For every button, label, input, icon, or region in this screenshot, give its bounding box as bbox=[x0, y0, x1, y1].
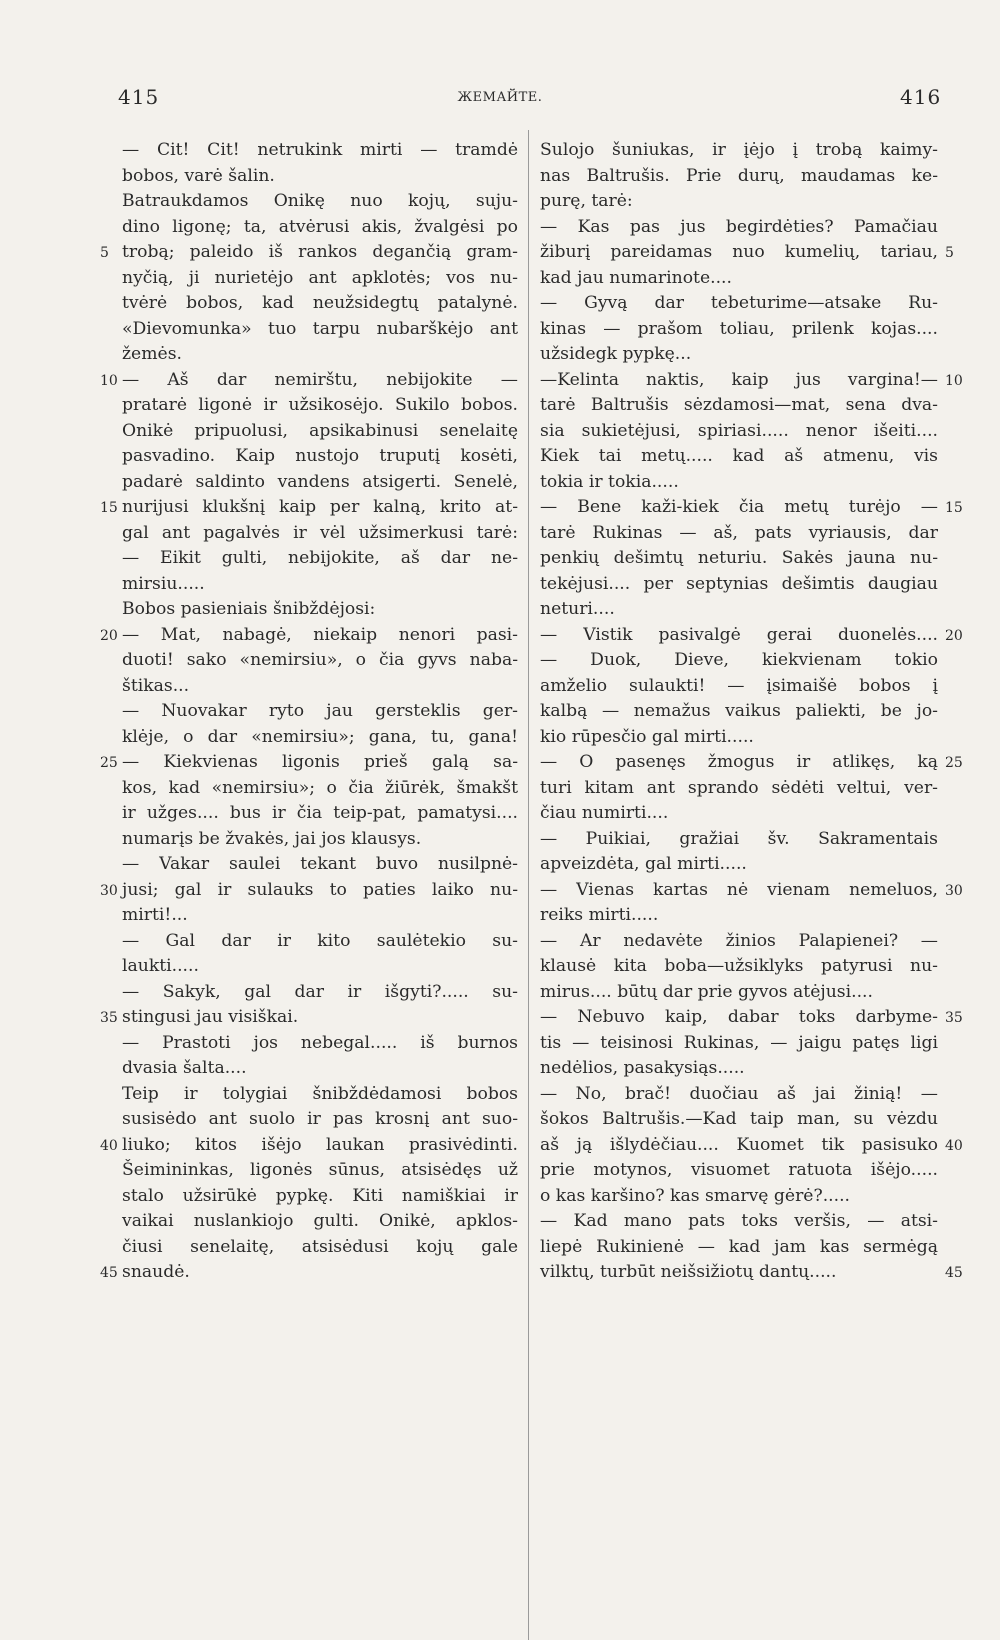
text-line: — Puikiai, gražiai šv. Sakramentais bbox=[540, 828, 938, 849]
text-line: tarė Rukinas — aš, pats vyriausis, dar bbox=[540, 522, 938, 543]
text-line: — Vakar saulei tekant buvo nusilpnė- bbox=[122, 854, 518, 874]
text-line: — Nebuvo kaip, dabar toks darbyme- bbox=[540, 1007, 938, 1027]
text-line: tvėrė bobos, kad neužsidegtų patalynė. bbox=[122, 293, 518, 313]
running-title: ЖЕМАЙТЕ. bbox=[457, 90, 543, 105]
text-line: užsidegk pypkę... bbox=[540, 344, 692, 364]
text-line: snaudė. bbox=[122, 1262, 190, 1282]
text-line: Šeimininkas, ligonės sūnus, atsisėdęs už bbox=[122, 1160, 518, 1180]
text-line: sia sukietėjusi, spiriasi..... nenor išeiti.... bbox=[540, 420, 938, 441]
text-line: padarė saldinto vandens atsigerti. Senelė, bbox=[122, 471, 518, 492]
line-number: 35 bbox=[945, 1010, 963, 1026]
text-line: penkių dešimtų neturiu. Sakės jauna nu- bbox=[540, 548, 938, 568]
line-number: 10 bbox=[100, 372, 118, 389]
text-line: nedėlios, pasakysiąs..... bbox=[540, 1058, 745, 1078]
line-number: 15 bbox=[945, 500, 963, 516]
line-number: 5 bbox=[945, 245, 954, 261]
line-number: 40 bbox=[945, 1137, 963, 1154]
text-line: — Prastoti jos nebegal..... iš burnos bbox=[122, 1032, 518, 1053]
text-line: tarė Baltrušis sėzdamosi—mat, sena dva- bbox=[540, 395, 938, 415]
text-line: kos, kad «nemirsiu»; o čia žiūrėk, šmakšt bbox=[122, 777, 518, 798]
text-line: čiusi senelaitę, atsisėdusi kojų gale bbox=[122, 1236, 518, 1257]
text-line: — Bene kaži-kiek čia metų turėjo — bbox=[540, 497, 938, 517]
text-line: mirti!... bbox=[122, 905, 188, 925]
text-line: liepė Rukinienė — kad jam kas sermėgą bbox=[540, 1236, 938, 1257]
right-column bbox=[540, 138, 938, 1286]
line-number: 25 bbox=[945, 755, 963, 771]
text-line: o kas karšino? kas smarvę gėrė?..... bbox=[540, 1185, 851, 1206]
text-line: numarįs be žvakės, jai jos klausys. bbox=[122, 828, 422, 849]
text-line: kinas — prašom toliau, prilenk kojas.... bbox=[540, 318, 938, 339]
text-line: tekėjusi.... per septynias dešimtis daugiau bbox=[540, 573, 938, 594]
text-line: mirsiu..... bbox=[122, 573, 205, 594]
text-line: kio rūpesčio gal mirti..... bbox=[540, 726, 754, 747]
text-line: tokia ir tokia..... bbox=[540, 471, 679, 492]
text-line: Onikė pripuolusi, apsikabinusi senelaitę bbox=[122, 420, 518, 441]
text-line: aš ją išlydėčiau.... Kuomet tik pasisuko bbox=[540, 1134, 938, 1155]
text-line: jusi; gal ir sulauks to paties laiko nu- bbox=[122, 879, 518, 900]
text-line: — Gyvą dar tebeturime—atsake Ru- bbox=[540, 293, 938, 313]
text-line: «Dievomunka» tuo tarpu nubarškėjo ant bbox=[122, 318, 518, 339]
text-line: duoti! sako «nemirsiu», o čia gyvs naba- bbox=[122, 650, 518, 670]
text-line: Bobos pasieniais šnibždėjosi: bbox=[122, 599, 376, 619]
line-number: 25 bbox=[100, 755, 118, 771]
page-number-right: 416 bbox=[900, 85, 942, 109]
text-line: prie motynos, visuomet ratuota išėjo..... bbox=[540, 1160, 938, 1180]
text-line: — Duok, Dieve, kiekvienam tokio bbox=[540, 650, 938, 670]
text-line: vilktų, turbūt neišsižiotų dantų..... bbox=[540, 1262, 837, 1282]
text-line: purę, tarė: bbox=[540, 191, 633, 211]
text-line: vaikai nuslankiojo gulti. Onikė, apklos- bbox=[122, 1211, 518, 1231]
text-line: kalbą — nemažus vaikus paliekti, be jo- bbox=[540, 701, 938, 721]
text-line: — Sakyk, gal dar ir išgyti?..... su- bbox=[122, 981, 518, 1002]
text-line: neturi.... bbox=[540, 599, 615, 619]
text-line: — No, brač! duočiau aš jai žinią! — bbox=[540, 1083, 938, 1104]
text-line: bobos, varė šalin. bbox=[122, 165, 275, 186]
line-number: 15 bbox=[100, 500, 118, 516]
left-column bbox=[122, 138, 518, 1286]
text-line: nurijusi klukšnį kaip per kalną, krito at- bbox=[122, 497, 518, 517]
text-line: gal ant pagalvės ir vėl užsimerkusi tarė: bbox=[122, 522, 518, 543]
text-line: čiau numirti.... bbox=[540, 803, 669, 823]
text-line: dvasia šalta.... bbox=[122, 1058, 247, 1078]
text-line: — Mat, nabagė, niekaip nenori pasi- bbox=[122, 624, 518, 645]
text-line: — Gal dar ir kito saulėtekio su- bbox=[122, 930, 518, 951]
line-number: 30 bbox=[945, 882, 963, 899]
text-line: mirus.... būtų dar prie gyvos atėjusi.... bbox=[540, 981, 873, 1002]
text-line: — Aš dar nemirštu, nebijokite — bbox=[122, 369, 518, 390]
text-line: nas Baltrušis. Prie durų, maudamas ke- bbox=[540, 165, 938, 186]
text-line: — Kas pas jus begirdėties? Pamačiau bbox=[540, 216, 938, 237]
line-number: 40 bbox=[100, 1137, 118, 1154]
line-number: 10 bbox=[945, 372, 963, 389]
text-line: žiburį pareidamas nuo kumelių, tariau, bbox=[540, 242, 938, 262]
text-line: —Kelinta naktis, kaip jus vargina!— bbox=[540, 369, 938, 390]
text-line: dino ligonę; ta, atvėrusi akis, žvalgėsi po bbox=[122, 216, 518, 237]
text-line: tis — teisinosi Rukinas, — jaigu patęs ligi bbox=[540, 1032, 938, 1053]
text-line: nyčią, ji nurietėjo ant apklotės; vos nu- bbox=[122, 267, 518, 288]
text-line: Sulojo šuniukas, ir įėjo į trobą kaimy- bbox=[540, 140, 938, 160]
text-line: Batraukdamos Onikę nuo kojų, suju- bbox=[122, 191, 518, 211]
text-line: — Vienas kartas nė vienam nemeluos, bbox=[540, 879, 938, 900]
text-line: Teip ir tolygiai šnibždėdamosi bobos bbox=[122, 1083, 518, 1104]
text-line: — Ar nedavėte žinios Palapienei? — bbox=[540, 930, 938, 951]
text-line: — Vistik pasivalgė gerai duonelės.... bbox=[540, 624, 938, 645]
text-line: stalo užsirūkė pypkę. Kiti namiškiai ir bbox=[122, 1185, 518, 1206]
text-line: — Cit! Cit! netrukink mirti — tramdė bbox=[122, 140, 518, 160]
text-line: klėje, o dar «nemirsiu»; gana, tu, gana! bbox=[122, 726, 518, 747]
text-line: — Kad mano pats toks veršis, — atsi- bbox=[540, 1211, 938, 1231]
line-number: 30 bbox=[100, 882, 118, 899]
line-number: 45 bbox=[945, 1265, 963, 1281]
line-number: 20 bbox=[100, 627, 118, 644]
text-line: žemės. bbox=[122, 344, 182, 364]
text-line: — Nuovakar ryto jau gersteklis ger- bbox=[122, 701, 518, 721]
text-line: amželio sulaukti! — įsimaišė bobos į bbox=[540, 675, 938, 696]
text-line: ir užges.... bus ir čia teip-pat, pamatysi.... bbox=[122, 803, 518, 823]
line-number: 20 bbox=[945, 627, 963, 644]
text-line: klausė kita boba—užsiklyks patyrusi nu- bbox=[540, 956, 938, 976]
text-line: šokos Baltrušis.—Kad taip man, su vėzdu bbox=[540, 1109, 938, 1129]
page-header bbox=[0, 85, 1000, 115]
text-line: turi kitam ant sprando sėdėti veltui, ver- bbox=[540, 777, 938, 798]
text-line: štikas... bbox=[122, 675, 190, 696]
text-line: laukti..... bbox=[122, 956, 199, 976]
text-line: apveizdėta, gal mirti..... bbox=[540, 854, 747, 874]
text-line: pasvadino. Kaip nustojo truputį kosėti, bbox=[122, 446, 518, 466]
text-line: liuko; kitos išėjo laukan prasivėdinti. bbox=[122, 1134, 518, 1155]
column-divider bbox=[528, 130, 529, 1640]
text-line: stingusi jau visiškai. bbox=[122, 1007, 299, 1027]
text-line: — Kiekvienas ligonis prieš galą sa- bbox=[122, 752, 518, 772]
line-number: 45 bbox=[100, 1265, 118, 1281]
line-number: 35 bbox=[100, 1010, 118, 1026]
text-line: pratarė ligonė ir užsikosėjo. Sukilo bobos. bbox=[122, 395, 518, 415]
text-line: — O pasenęs žmogus ir atlikęs, ką bbox=[540, 752, 938, 772]
text-line: — Eikit gulti, nebijokite, aš dar ne- bbox=[122, 548, 518, 568]
text-line: reiks mirti..... bbox=[540, 905, 659, 925]
text-line: trobą; paleido iš rankos degančią gram- bbox=[122, 242, 518, 262]
text-line: kad jau numarinote.... bbox=[540, 267, 732, 288]
line-number: 5 bbox=[100, 245, 109, 261]
text-line: Kiek tai metų..... kad aš atmenu, vis bbox=[540, 446, 938, 466]
page-number-left: 415 bbox=[118, 85, 160, 109]
text-line: susisėdo ant suolo ir pas krosnį ant suo- bbox=[122, 1109, 518, 1129]
